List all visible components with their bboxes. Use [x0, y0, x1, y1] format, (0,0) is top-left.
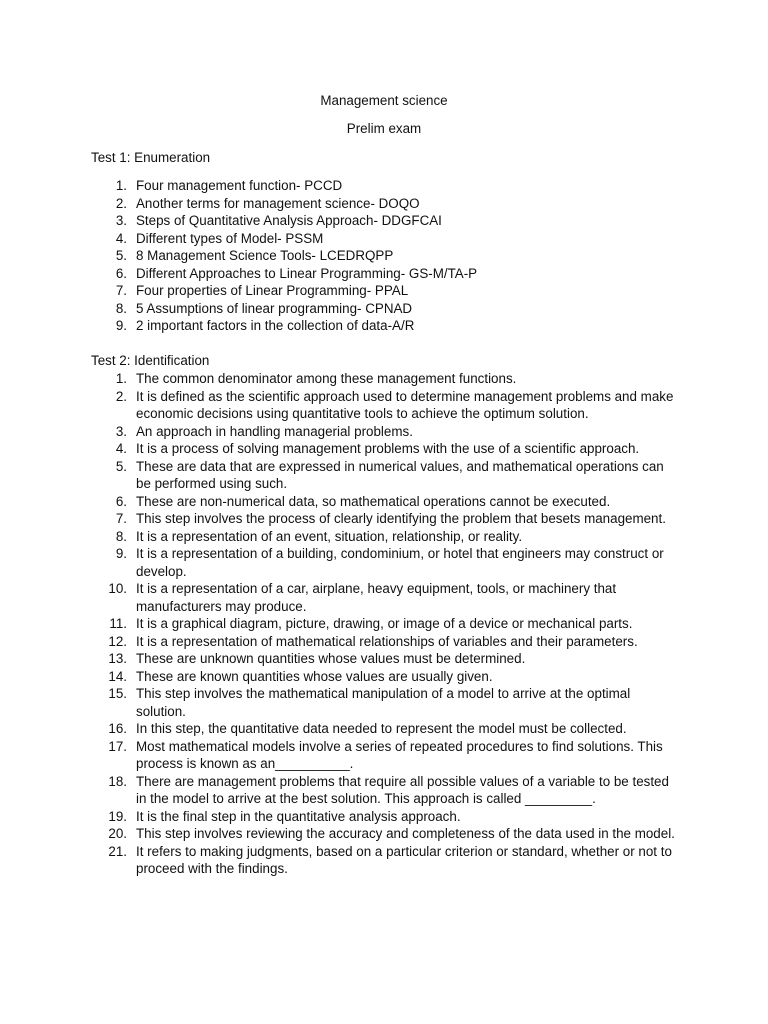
list-item-text: This step involves reviewing the accuracy and completeness of the data used in the model. [136, 826, 675, 841]
list-item [0, 668, 676, 686]
list-item-number: 19. [108, 808, 127, 824]
list-item [0, 580, 676, 615]
list-item [0, 458, 676, 493]
list-item [0, 528, 676, 546]
list-item-text: It is a graphical diagram, picture, drawing, or image of a device or mechanical parts. [136, 616, 633, 631]
list-item-number: 7. [115, 511, 127, 526]
list-item [0, 300, 676, 318]
list-item-text: Another terms for management science- DOQO [136, 195, 420, 211]
list-item-text: Most mathematical models involve a series of repeated procedures to find solutions. This process is known as an__________. [136, 738, 663, 771]
list-item-number: 6. [115, 493, 127, 509]
list-item [0, 633, 676, 651]
list-item [0, 808, 676, 826]
list-item [0, 370, 676, 388]
list-item-text: These are non-numerical data, so mathematical operations cannot be executed. [136, 493, 611, 509]
test1-heading: Test 1: Enumeration [91, 150, 211, 165]
list-item [0, 195, 676, 213]
list-item-number: 2. [115, 388, 127, 404]
list-item-text: It is defined as the scientific approach used to determine management problems and make economic decisions using quantitative tools to achieve the optimum solution. [136, 388, 674, 421]
list-item-number: 9. [115, 318, 127, 333]
list-item-text: Different Approaches to Linear Programming- GS-M/TA-P [136, 265, 478, 281]
list-item-number: 20. [108, 826, 127, 841]
list-item-text: The common denominator among these management functions. [136, 371, 517, 386]
list-item-number: 3. [115, 213, 127, 228]
document-title: Management science [320, 93, 448, 108]
list-item [0, 247, 676, 265]
list-item [0, 440, 676, 458]
list-item [0, 265, 676, 283]
list-item-text: It refers to making judgments, based on a particular criterion or standard, whether or not to proceed with the findings. [136, 843, 672, 876]
list-item-number: 9. [115, 546, 127, 561]
list-item [0, 615, 676, 633]
list-item-number: 21. [108, 843, 127, 859]
list-item [0, 388, 676, 423]
list-item-number: 15. [108, 686, 127, 701]
list-item [0, 843, 676, 878]
list-item-text: It is a representation of a building, condominium, or hotel that engineers may construct or develop. [136, 546, 664, 579]
list-item [0, 825, 676, 843]
list-item-number: 8. [115, 300, 127, 316]
document-subtitle: Prelim exam [346, 121, 422, 136]
list-item-text: An approach in handling managerial problems. [136, 423, 413, 439]
list-item [0, 650, 676, 668]
list-item-number: 10. [108, 581, 127, 596]
list-item-text: It is a process of solving management problems with the use of a scientific approach. [136, 441, 640, 456]
list-item-text: In this step, the quantitative data needed to represent the model must be collected. [136, 721, 627, 736]
list-item [0, 177, 676, 195]
identification-list [0, 370, 676, 878]
test2-heading: Test 2: Identification [91, 353, 210, 368]
list-item [0, 282, 676, 300]
enumeration-list [0, 177, 676, 335]
list-item-text: There are management problems that require all possible values of a variable to be tested in the model to arrive at the best solution. This approach is called _________. [136, 773, 669, 806]
list-item-text: It is the final step in the quantitative analysis approach. [136, 808, 461, 824]
list-item-text: These are unknown quantities whose values must be determined. [136, 651, 526, 666]
list-item [0, 493, 676, 511]
list-item-text: Steps of Quantitative Analysis Approach- DDGFCAI [136, 213, 442, 228]
list-item-number: 1. [115, 371, 127, 386]
list-item-text: These are known quantities whose values are usually given. [136, 668, 493, 684]
list-item-number: 11. [109, 616, 127, 631]
list-item [0, 720, 676, 738]
list-item-text: Four properties of Linear Programming- PPAL [136, 283, 409, 298]
list-item-text: Different types of Model- PSSM [136, 230, 324, 246]
list-item-number: 14. [108, 668, 127, 684]
list-item-number: 2. [115, 195, 127, 211]
list-item-number: 4. [115, 230, 127, 246]
list-item [0, 773, 676, 808]
list-item [0, 545, 676, 580]
list-item-text: This step involves the process of clearly identifying the problem that besets management. [136, 511, 666, 526]
list-item-number: 1. [115, 178, 127, 193]
list-item [0, 685, 676, 720]
list-item-number: 7. [115, 283, 127, 298]
list-item-number: 8. [115, 528, 127, 544]
list-item [0, 212, 676, 230]
list-item-text: It is a representation of a car, airplane, heavy equipment, tools, or machinery that manufacturers may produce. [136, 581, 617, 614]
list-item-number: 12. [108, 633, 127, 649]
list-item [0, 510, 676, 528]
list-item-number: 18. [108, 773, 127, 789]
list-item-number: 5. [115, 458, 127, 474]
list-item-number: 5. [115, 248, 127, 263]
list-item-text: It is a representation of mathematical relationships of variables and their parameters. [136, 633, 638, 649]
list-item-number: 16. [108, 721, 127, 736]
list-item-number: 4. [115, 441, 127, 456]
list-item-text: 2 important factors in the collection of data-A/R [136, 318, 415, 333]
list-item [0, 738, 676, 773]
list-item-text: 5 Assumptions of linear programming- CPNAD [136, 300, 413, 316]
list-item-number: 13. [108, 651, 127, 666]
list-item-text: 8 Management Science Tools- LCEDRQPP [136, 248, 394, 263]
list-item-number: 3. [115, 423, 127, 439]
list-item [0, 317, 676, 335]
list-item-text: It is a representation of an event, situation, relationship, or reality. [136, 528, 523, 544]
list-item [0, 230, 676, 248]
list-item-text: Four management function- PCCD [136, 178, 343, 193]
list-item-number: 6. [115, 265, 127, 281]
list-item-number: 17. [108, 738, 127, 754]
list-item-text: This step involves the mathematical manipulation of a model to arrive at the optimal solution. [136, 686, 631, 719]
list-item-text: These are data that are expressed in numerical values, and mathematical operations can be performed using such. [136, 458, 664, 491]
list-item [0, 423, 676, 441]
